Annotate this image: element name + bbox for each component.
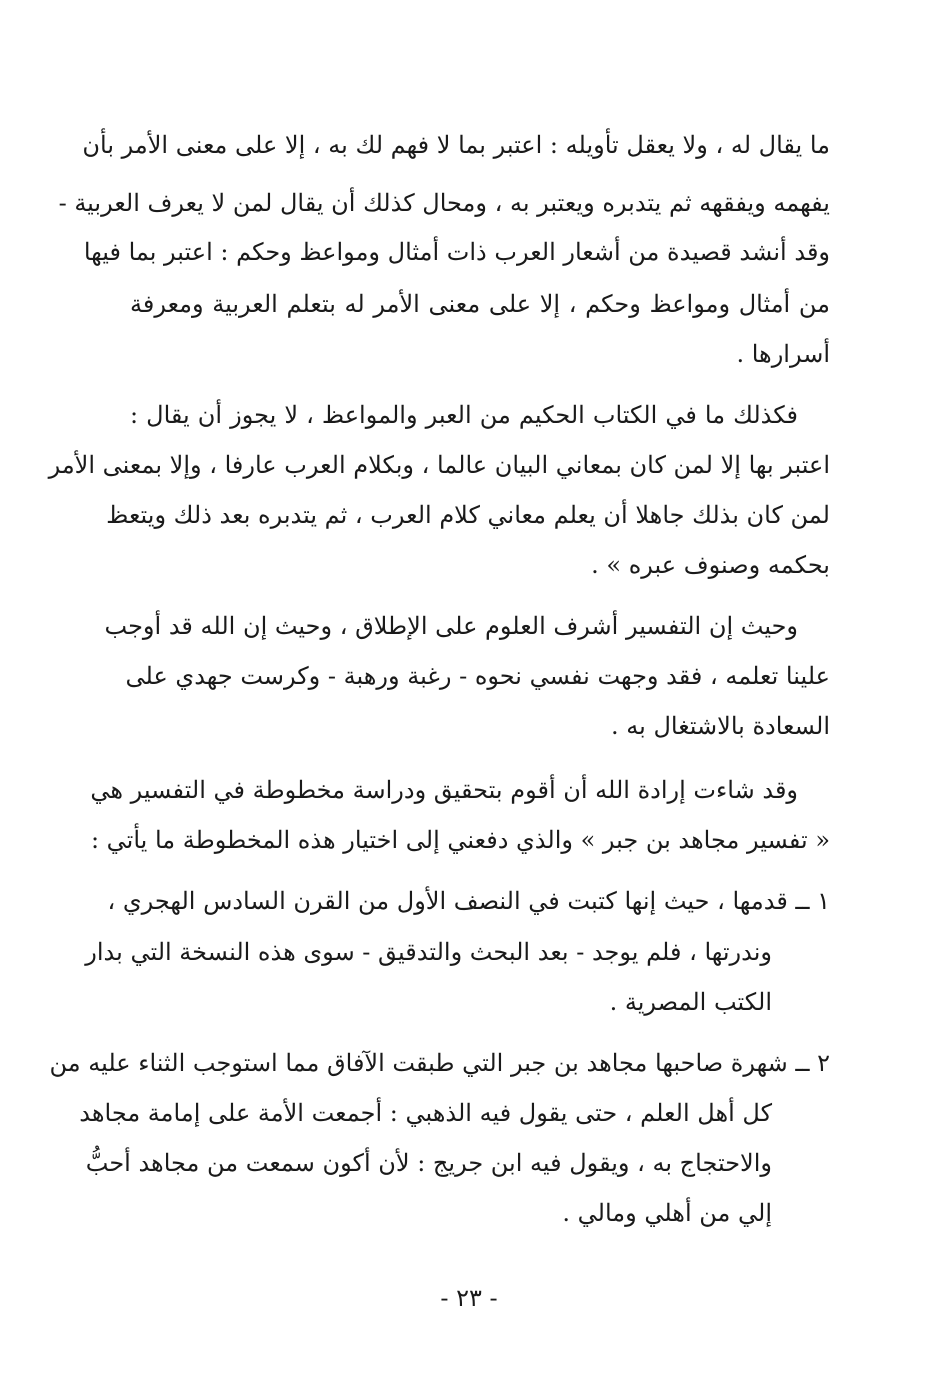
text-line: وحيث إن التفسير أشرف العلوم على الإطلاق ، وحيث إن الله قد أوجب: [104, 612, 798, 640]
text-line: إلي من أهلي ومالي .: [562, 1199, 772, 1227]
text-line: ما يقال له ، ولا يعقل تأويله : اعتبر بما لا فهم لك به ، إلا على معنى الأمر بأن: [82, 131, 830, 159]
text-line: يفهمه ويفقهه ثم يتدبره ويعتبر به ، ومحال كذلك أن يقال لمن لا يعرف العربية -: [58, 189, 830, 217]
page-number: - ٢٣ -: [440, 1284, 498, 1312]
text-line: الكتب المصرية .: [609, 988, 772, 1016]
text-line: لمن كان بذلك جاهلا أن يعلم معاني كلام العرب ، ثم يتدبره بعد ذلك ويتعظ: [106, 501, 830, 529]
text-line: علينا تعلمه ، فقد وجهت نفسي نحوه - رغبة ورهبة - وكرست جهدي على: [125, 662, 830, 690]
text-line: كل أهل العلم ، حتى يقول فيه الذهبي : أجمعت الأمة على إمامة مجاهد: [79, 1099, 772, 1127]
text-line: اعتبر بها إلا لمن كان بمعاني البيان عالما ، وبكلام العرب عارفا ، وإلا بمعنى الأمر: [48, 451, 830, 479]
text-line: بحكمه وصنوف عبره » .: [591, 551, 830, 579]
text-line: فكذلك ما في الكتاب الحكيم من العبر والمواعظ ، لا يجوز أن يقال :: [130, 401, 798, 429]
list-item-2: ٢ ــ شهرة صاحبها مجاهد بن جبر التي طبقت الآفاق مما استوجب الثناء عليه من: [49, 1049, 830, 1077]
text-line: السعادة بالاشتغال به .: [611, 712, 830, 740]
text-line: وقد شاءت إرادة الله أن أقوم بتحقيق ودراسة مخطوطة في التفسير هي: [90, 776, 798, 804]
text-line: من أمثال ومواعظ وحكم ، إلا على معنى الأمر له بتعلم العربية ومعرفة: [130, 290, 830, 318]
text-line: وقد أنشد قصيدة من أشعار العرب ذات أمثال ومواعظ وحكم : اعتبر بما فيها: [83, 238, 830, 266]
list-item-1: ١ ــ قدمها ، حيث إنها كتبت في النصف الأول من القرن السادس الهجري ،: [107, 887, 830, 915]
text-line: أسرارها .: [736, 340, 830, 368]
text-line: وندرتها ، فلم يوجد - بعد البحث والتدقيق - سوى هذه النسخة التي بدار: [85, 938, 772, 966]
text-line: والاحتجاج به ، ويقول فيه ابن جريج : لأن أكون سمعت من مجاهد أحبُّ: [85, 1149, 772, 1177]
text-line: « تفسير مجاهد بن جبر » والذي دفعني إلى اختيار هذه المخطوطة ما يأتي :: [90, 826, 830, 854]
